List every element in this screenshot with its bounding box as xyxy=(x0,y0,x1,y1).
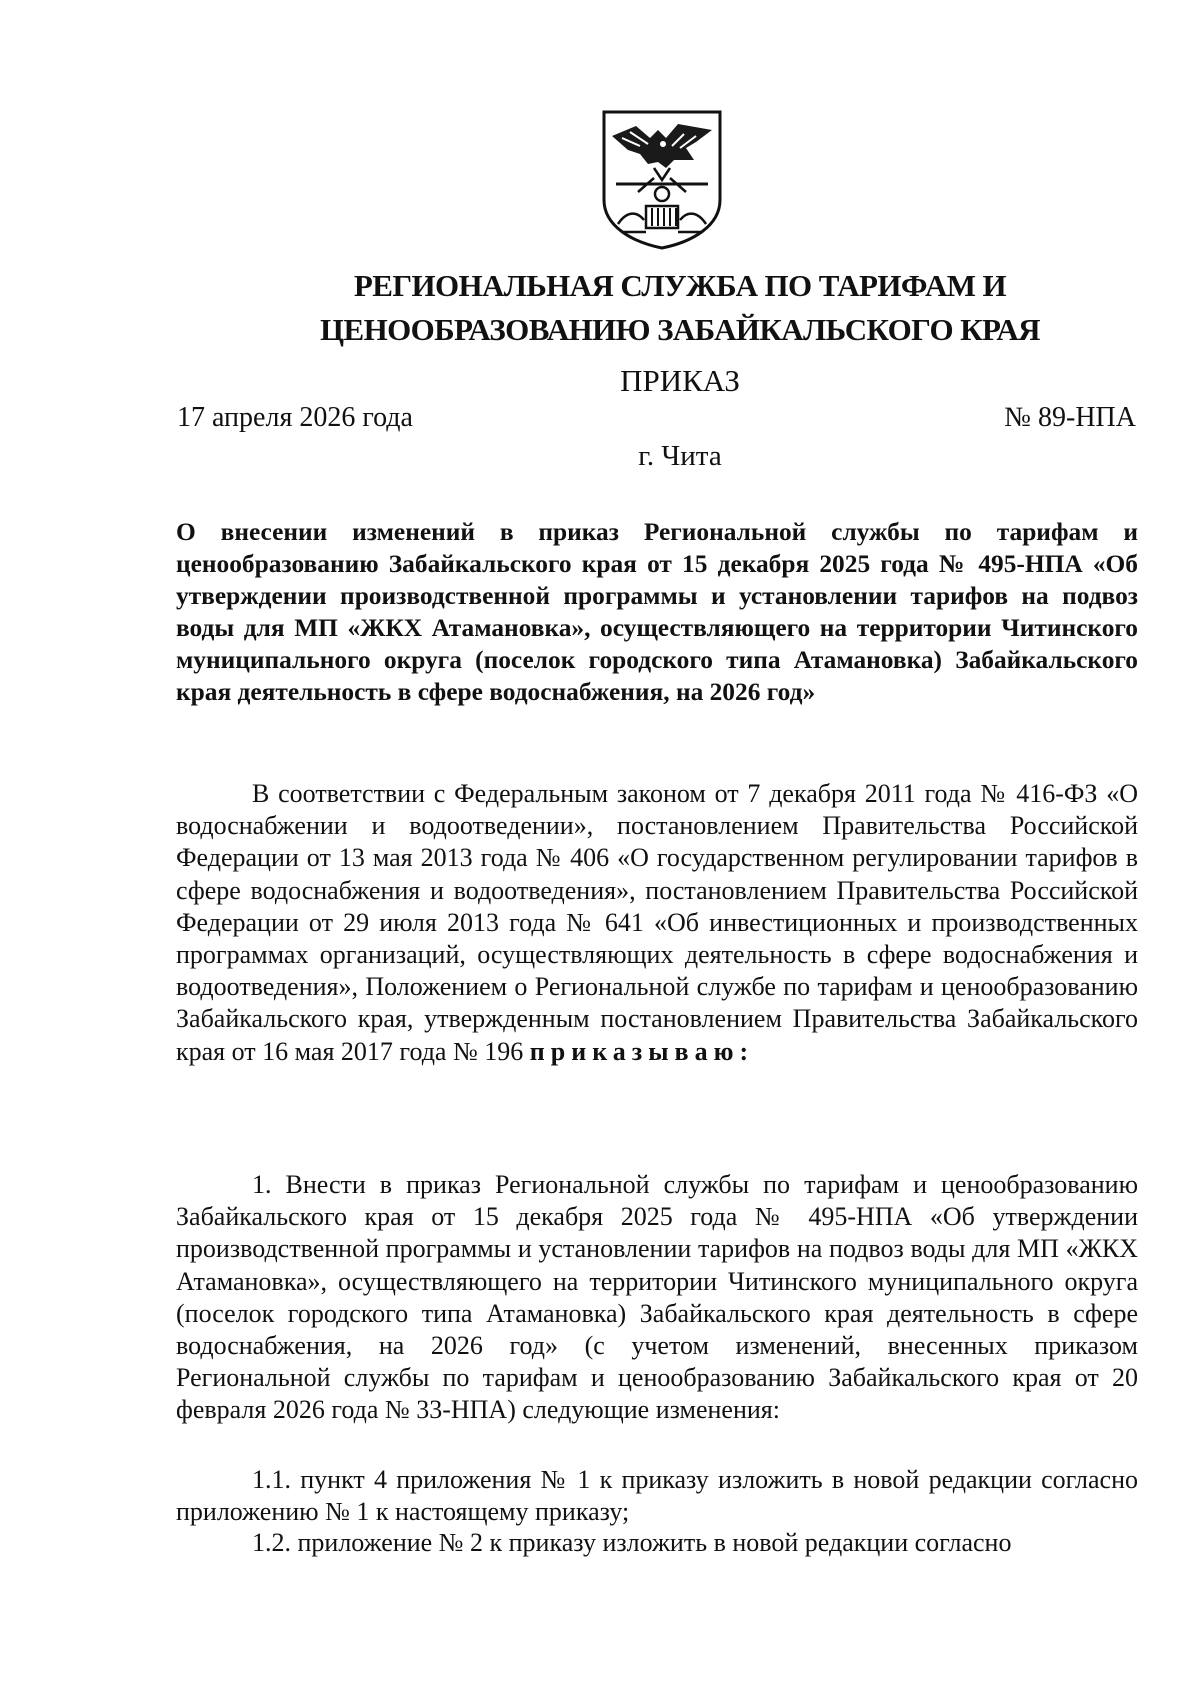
document-type: ПРИКАЗ xyxy=(620,363,740,398)
item-1-1-paragraph: 1.1. пункт 4 приложения № 1 к приказу изложить в новой редакции согласно приложению № 1 к настоящему приказу; xyxy=(176,1465,1138,1527)
item-1-paragraph: 1. Внести в приказ Региональной службы по тарифам и ценообразованию Забайкальского края от 15 декабря 2025 года № 495-НПА «Об утверждении производственной программы и установлении тарифов на подвоз воды для МП «ЖКХ Атамановка», осуществляющего на территории Читинского муниципального округа (поселок городского типа Атамановка) Забайкальского края деятельность в сфере водоснабжения, на 2026 год» (с учетом изменений, внесенных приказом Региональной службы по тарифам и ценообразованию Забайкальского края от 20 февраля 2026 года № 33-НПА) следующие изменения: xyxy=(176,1170,1138,1425)
preamble-paragraph xyxy=(176,778,1138,1068)
agency-name-line-2: ЦЕНООБРАЗОВАНИЮ ЗАБАЙКАЛЬСКОГО КРАЯ xyxy=(320,312,1040,347)
document-number: № 89-НПА xyxy=(1004,402,1136,433)
document-date: 17 апреля 2026 года xyxy=(177,402,413,433)
agency-name-line-1: РЕГИОНАЛЬНАЯ СЛУЖБА ПО ТАРИФАМ И xyxy=(353,268,1007,303)
item-1-2-paragraph: 1.2. приложение № 2 к приказу изложить в новой редакции согласно xyxy=(252,1528,1012,1557)
order-word: приказываю: xyxy=(529,1036,755,1066)
document-city: г. Чита xyxy=(638,440,722,472)
preamble-text: В соответствии с Федеральным законом от 7 декабря 2011 года № 416-ФЗ «О водоснабжении и водоотведении», постановлением Правительства Российской Федерации от 13 мая 2013 года № 406 «О государственном регулировании тарифов в сфере водоснабжения и водоотведения», постановлением Правительства Российской Федерации от 29 июля 2013 года № 641 «Об инвестиционных и производственных программах организаций, осуществляющих деятельность в сфере водоснабжения и водоотведения», Положением о Региональной службе по тарифам и ценообразованию Забайкальского края, утвержденным постановлением Правительства Забайкальского края от 16 мая 2017 года № 196 xyxy=(176,779,1138,1066)
coat-of-arms-icon xyxy=(600,108,724,250)
agency-name xyxy=(150,264,1200,352)
document-subject: О внесении изменений в приказ Региональной службы по тарифам и ценообразованию Забайкальского края от 15 декабря 2025 года № 495-НПА «Об утверждении производственной программы и установлении тарифов на подвоз воды для МП «ЖКХ Атамановка», осуществляющего на территории Читинского муниципального округа (поселок городского типа Атамановка) Забайкальского края деятельность в сфере водоснабжения, на 2026 год» xyxy=(176,518,1138,706)
